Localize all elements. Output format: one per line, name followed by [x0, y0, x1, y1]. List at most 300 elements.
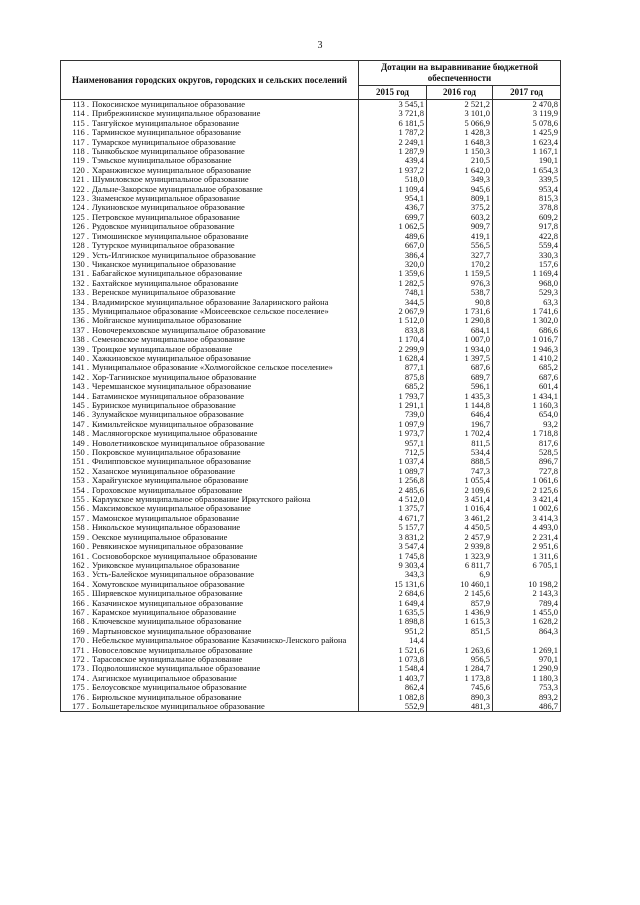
value-cell-2016: 1 435,3 [427, 392, 493, 401]
table-row [61, 636, 561, 645]
row-number: 175 . [72, 683, 89, 693]
value-cell-2016: 1 615,3 [427, 617, 493, 626]
row-name: Семеновское муниципальное образование [92, 335, 246, 345]
value-cell-2016: 747,3 [427, 467, 493, 476]
value-cell-2017: 3 119,9 [493, 109, 561, 118]
row-name: Кимильтейское муниципальное образование [92, 419, 254, 429]
row-name: Тангуйское муниципальное образование [92, 118, 240, 128]
row-name: Филипповское муниципальное образование [92, 457, 251, 467]
row-name: Троицкое муниципальное образование [92, 344, 233, 354]
row-name: Знаменское муниципальное образование [92, 194, 240, 204]
row-name-cell [61, 608, 359, 617]
row-name-cell [61, 439, 359, 448]
value-cell-2015: 1 787,2 [359, 128, 427, 137]
row-name-cell [61, 646, 359, 655]
value-cell-2015: 6 181,5 [359, 119, 427, 128]
table-row [61, 307, 561, 316]
table-row [61, 251, 561, 260]
value-cell-2016: 2 145,6 [427, 589, 493, 598]
table-row [61, 241, 561, 250]
value-cell-2016: 6 811,7 [427, 561, 493, 570]
row-name-cell [61, 269, 359, 278]
value-cell-2016: 5 066,9 [427, 119, 493, 128]
row-name-cell [61, 655, 359, 664]
row-name: Подволошинское муниципальное образование [92, 664, 261, 674]
row-number: 128 . [72, 241, 89, 251]
value-cell-2017: 1 002,6 [493, 504, 561, 513]
row-number: 154 . [72, 485, 89, 495]
value-cell-2016: 1 284,7 [427, 664, 493, 673]
table-row [61, 486, 561, 495]
value-cell-2016: 6,9 [427, 570, 493, 579]
row-number: 138 . [72, 335, 89, 345]
row-number: 140 . [72, 353, 89, 363]
value-cell-2015: 1 097,9 [359, 420, 427, 429]
row-name-cell [61, 448, 359, 457]
row-name: Петровское муниципальное образование [92, 212, 240, 222]
table-row [61, 354, 561, 363]
value-cell-2017: 654,0 [493, 410, 561, 419]
value-cell-2016: 3 451,4 [427, 495, 493, 504]
row-number: 146 . [72, 410, 89, 420]
value-cell-2017: 3 414,3 [493, 514, 561, 523]
row-name-cell [61, 636, 359, 645]
value-cell-2017: 896,7 [493, 457, 561, 466]
table-row [61, 476, 561, 485]
row-name: Шумиловское муниципальное образование [92, 175, 249, 185]
value-cell-2016: 556,5 [427, 241, 493, 250]
row-name-cell [61, 486, 359, 495]
row-number: 174 . [72, 673, 89, 683]
value-cell-2015: 436,7 [359, 203, 427, 212]
value-cell-2015: 1 628,4 [359, 354, 427, 363]
row-name: Казачинское муниципальное образование [92, 598, 244, 608]
value-cell-2016: 196,7 [427, 420, 493, 429]
row-name: Тарасовское муниципальное образование [92, 654, 243, 664]
value-cell-2017: 339,5 [493, 175, 561, 184]
row-name: Сосновоборское муниципальное образование [92, 551, 258, 561]
table-row [61, 495, 561, 504]
value-cell-2015: 1 403,7 [359, 674, 427, 683]
value-cell-2015: 685,2 [359, 382, 427, 391]
row-name: Ширяевское муниципальное образование [92, 589, 243, 599]
table-row [61, 580, 561, 589]
value-cell-2016: 10 460,1 [427, 580, 493, 589]
value-cell-2016: 1 055,4 [427, 476, 493, 485]
value-cell-2016: 945,6 [427, 185, 493, 194]
row-name: Мамонское муниципальное образование [92, 513, 240, 523]
row-number: 132 . [72, 278, 89, 288]
value-cell-2015: 712,5 [359, 448, 427, 457]
row-name: Мойганское муниципальное образование [92, 316, 242, 326]
value-cell-2016: 1 144,8 [427, 401, 493, 410]
value-cell-2015: 1 937,2 [359, 166, 427, 175]
row-number: 168 . [72, 617, 89, 627]
row-name-cell [61, 109, 359, 118]
row-name: Хазанское муниципальное образование [92, 466, 236, 476]
row-name: Тумарское муниципальное образование [92, 137, 236, 147]
row-number: 161 . [72, 551, 89, 561]
row-name-cell [61, 561, 359, 570]
row-name-cell [61, 599, 359, 608]
value-cell-2015: 518,0 [359, 175, 427, 184]
row-number: 160 . [72, 542, 89, 552]
row-number: 120 . [72, 165, 89, 175]
row-name-cell [61, 664, 359, 673]
value-cell-2017: 529,3 [493, 288, 561, 297]
value-cell-2017: 559,4 [493, 241, 561, 250]
table-row [61, 439, 561, 448]
row-number: 134 . [72, 297, 89, 307]
value-cell-2016: 1 263,6 [427, 646, 493, 655]
value-cell-2017 [493, 636, 561, 645]
value-cell-2017: 2 143,3 [493, 589, 561, 598]
row-number: 170 . [72, 636, 89, 646]
table-row [61, 260, 561, 269]
value-cell-2016: 349,3 [427, 175, 493, 184]
row-name: Рудовское муниципальное образование [92, 222, 235, 232]
row-number: 137 . [72, 325, 89, 335]
row-name-cell [61, 457, 359, 466]
value-cell-2017: 917,8 [493, 222, 561, 231]
value-cell-2017: 789,4 [493, 599, 561, 608]
value-cell-2017: 864,3 [493, 627, 561, 636]
row-number: 157 . [72, 513, 89, 523]
row-name: Веренское муниципальное образование [92, 288, 236, 298]
row-number: 124 . [72, 203, 89, 213]
row-number: 121 . [72, 175, 89, 185]
value-cell-2015: 1 037,4 [359, 457, 427, 466]
value-cell-2017: 1 061,6 [493, 476, 561, 485]
value-cell-2017: 2 231,4 [493, 533, 561, 542]
row-name-cell [61, 580, 359, 589]
table-row [61, 693, 561, 702]
value-cell-2017: 1 718,8 [493, 429, 561, 438]
value-cell-2016: 1 290,8 [427, 316, 493, 325]
table-row [61, 561, 561, 570]
table-row [61, 523, 561, 532]
value-cell-2017: 190,1 [493, 156, 561, 165]
value-cell-2016: 1 648,3 [427, 138, 493, 147]
row-name-cell [61, 354, 359, 363]
row-name: Тарминское муниципальное образование [92, 128, 241, 138]
table-body [61, 100, 561, 712]
value-cell-2015: 343,3 [359, 570, 427, 579]
row-name-cell [61, 702, 359, 712]
table-row [61, 467, 561, 476]
value-cell-2016: 1 150,3 [427, 147, 493, 156]
value-cell-2016: 646,4 [427, 410, 493, 419]
value-cell-2016: 1 436,9 [427, 608, 493, 617]
value-cell-2016: 890,3 [427, 693, 493, 702]
table-row [61, 109, 561, 118]
value-cell-2016: 687,6 [427, 363, 493, 372]
row-name-cell [61, 128, 359, 137]
value-cell-2017: 1 290,9 [493, 664, 561, 673]
value-cell-2016 [427, 636, 493, 645]
row-name-cell [61, 420, 359, 429]
value-cell-2016: 538,7 [427, 288, 493, 297]
row-name: Покосинское муниципальное образование [92, 99, 245, 109]
value-cell-2015: 1 073,8 [359, 655, 427, 664]
value-cell-2015: 877,1 [359, 363, 427, 372]
table-row [61, 203, 561, 212]
row-name-cell [61, 617, 359, 626]
row-name: Чиканское муниципальное образование [92, 259, 236, 269]
row-name-cell [61, 203, 359, 212]
value-cell-2015: 1 548,4 [359, 664, 427, 673]
value-cell-2015: 1 375,7 [359, 504, 427, 513]
value-cell-2016: 956,5 [427, 655, 493, 664]
table-row [61, 702, 561, 712]
table-row [61, 683, 561, 692]
row-name-cell [61, 410, 359, 419]
value-cell-2017: 970,1 [493, 655, 561, 664]
row-name: Батаминское муниципальное образование [92, 391, 245, 401]
value-cell-2017: 815,3 [493, 194, 561, 203]
row-name-cell [61, 119, 359, 128]
value-cell-2017: 1 302,0 [493, 316, 561, 325]
value-cell-2016: 2 109,6 [427, 486, 493, 495]
value-cell-2015: 1 170,4 [359, 335, 427, 344]
row-name-cell [61, 175, 359, 184]
value-cell-2017: 1 623,4 [493, 138, 561, 147]
value-cell-2017: 63,3 [493, 298, 561, 307]
table-row [61, 552, 561, 561]
header-name-column: Наименования городских округов, городских и сельских поселений [61, 61, 359, 100]
row-number: 176 . [72, 692, 89, 702]
value-cell-2016: 1 173,8 [427, 674, 493, 683]
value-cell-2015: 14,4 [359, 636, 427, 645]
value-cell-2017: 685,2 [493, 363, 561, 372]
row-number: 118 . [72, 147, 89, 157]
row-name: Большетарельское муниципальное образование [92, 702, 265, 711]
value-cell-2017: 817,6 [493, 439, 561, 448]
table-row [61, 533, 561, 542]
table-row [61, 335, 561, 344]
row-number: 125 . [72, 212, 89, 222]
row-name: Харанжинское муниципальное образование [92, 165, 252, 175]
value-cell-2015: 3 547,4 [359, 542, 427, 551]
row-name: Тынкобьское муниципальное образование [92, 147, 245, 157]
row-name: Оекское муниципальное образование [92, 532, 228, 542]
value-cell-2016: 1 428,3 [427, 128, 493, 137]
value-cell-2016: 90,8 [427, 298, 493, 307]
table-row [61, 664, 561, 673]
row-name: Хажкиновское муниципальное образование [92, 353, 251, 363]
row-number: 156 . [72, 504, 89, 514]
row-name-cell [61, 138, 359, 147]
value-cell-2017: 6 705,1 [493, 561, 561, 570]
value-cell-2016: 327,7 [427, 251, 493, 260]
table-row [61, 128, 561, 137]
row-number: 117 . [72, 137, 89, 147]
value-cell-2017: 727,8 [493, 467, 561, 476]
row-name-cell [61, 222, 359, 231]
row-name: Дальне-Закорское муниципальное образование [92, 184, 263, 194]
row-name: Прибрежнинское муниципальное образование [92, 109, 261, 119]
value-cell-2016: 375,2 [427, 203, 493, 212]
page-number: 3 [317, 40, 323, 51]
value-cell-2015: 9 303,4 [359, 561, 427, 570]
row-name-cell [61, 674, 359, 683]
row-name-cell [61, 251, 359, 260]
row-number: 147 . [72, 419, 89, 429]
row-name-cell [61, 345, 359, 354]
row-number: 172 . [72, 654, 89, 664]
value-cell-2015: 699,7 [359, 213, 427, 222]
row-name-cell [61, 232, 359, 241]
value-cell-2016: 976,3 [427, 279, 493, 288]
row-name-cell [61, 683, 359, 692]
row-name: Черемшанское муниципальное образование [92, 382, 252, 392]
value-cell-2016: 1 642,0 [427, 166, 493, 175]
subsidy-table [60, 60, 561, 712]
row-number: 163 . [72, 570, 89, 580]
row-number: 148 . [72, 429, 89, 439]
value-cell-2017: 486,7 [493, 702, 561, 712]
row-number: 155 . [72, 495, 89, 505]
table-row [61, 279, 561, 288]
value-cell-2017: 330,3 [493, 251, 561, 260]
row-name: Никольское муниципальное образование [92, 523, 241, 533]
table-row [61, 401, 561, 410]
value-cell-2015: 2 299,9 [359, 345, 427, 354]
table-row [61, 222, 561, 231]
value-cell-2015: 1 512,0 [359, 316, 427, 325]
row-name: Усть-Балейское муниципальное образование [92, 570, 255, 580]
value-cell-2017: 1 434,1 [493, 392, 561, 401]
value-cell-2016: 888,5 [427, 457, 493, 466]
value-cell-2015: 1 973,7 [359, 429, 427, 438]
row-name: Покровское муниципальное образование [92, 448, 241, 458]
table-row [61, 345, 561, 354]
value-cell-2016: 909,7 [427, 222, 493, 231]
row-name-cell [61, 326, 359, 335]
table-row [61, 382, 561, 391]
table-row [61, 156, 561, 165]
row-name-cell [61, 194, 359, 203]
header-year-2017: 2017 год [493, 86, 561, 100]
value-cell-2016: 2 521,2 [427, 100, 493, 110]
row-name: Буринское муниципальное образование [92, 401, 236, 410]
table-row [61, 420, 561, 429]
value-cell-2016: 811,5 [427, 439, 493, 448]
value-cell-2015: 833,8 [359, 326, 427, 335]
row-name: Максимовское муниципальное образование [92, 504, 251, 514]
value-cell-2017: 5 078,6 [493, 119, 561, 128]
row-name: Карлукское муниципальное образование Иркутского района [92, 495, 311, 505]
value-cell-2016: 1 323,9 [427, 552, 493, 561]
table-row [61, 185, 561, 194]
value-cell-2016: 851,5 [427, 627, 493, 636]
table-row [61, 288, 561, 297]
value-cell-2015: 1 793,7 [359, 392, 427, 401]
row-name-cell [61, 382, 359, 391]
value-cell-2017: 609,2 [493, 213, 561, 222]
value-cell-2015: 1 521,6 [359, 646, 427, 655]
row-name: Новоселовское муниципальное образование [92, 645, 253, 655]
table-row [61, 608, 561, 617]
value-cell-2015: 1 109,4 [359, 185, 427, 194]
value-cell-2015: 1 256,8 [359, 476, 427, 485]
value-cell-2015: 552,9 [359, 702, 427, 712]
table-row [61, 617, 561, 626]
row-number: 171 . [72, 645, 89, 655]
row-number: 119 . [72, 156, 89, 166]
row-name-cell [61, 552, 359, 561]
value-cell-2016: 210,5 [427, 156, 493, 165]
row-number: 130 . [72, 259, 89, 269]
row-name-cell [61, 166, 359, 175]
row-number: 131 . [72, 269, 89, 279]
value-cell-2015: 957,1 [359, 439, 427, 448]
value-cell-2016: 1 934,0 [427, 345, 493, 354]
row-number: 141 . [72, 363, 89, 373]
value-cell-2016: 170,2 [427, 260, 493, 269]
value-cell-2016: 596,1 [427, 382, 493, 391]
value-cell-2015: 2 684,6 [359, 589, 427, 598]
row-number: 144 . [72, 391, 89, 401]
row-number: 165 . [72, 589, 89, 599]
row-name: Бирюльское муниципальное образование [92, 692, 242, 702]
row-number: 135 . [72, 306, 89, 316]
table-row [61, 589, 561, 598]
value-cell-2015: 1 082,8 [359, 693, 427, 702]
value-cell-2017: 1 167,1 [493, 147, 561, 156]
table-row [61, 627, 561, 636]
row-number: 151 . [72, 457, 89, 467]
value-cell-2016: 689,7 [427, 373, 493, 382]
value-cell-2015: 344,5 [359, 298, 427, 307]
value-cell-2015: 15 131,6 [359, 580, 427, 589]
row-number: 122 . [72, 184, 89, 194]
row-number: 149 . [72, 438, 89, 448]
row-name: Мартыновское муниципальное образование [92, 626, 252, 636]
table-row [61, 570, 561, 579]
value-cell-2016: 2 457,9 [427, 533, 493, 542]
value-cell-2017: 1 741,6 [493, 307, 561, 316]
value-cell-2016: 1 397,5 [427, 354, 493, 363]
row-name-cell [61, 260, 359, 269]
value-cell-2015: 954,1 [359, 194, 427, 203]
value-cell-2015: 739,0 [359, 410, 427, 419]
row-number: 169 . [72, 626, 89, 636]
value-cell-2015: 951,2 [359, 627, 427, 636]
row-name: Муниципальное образование «Моисеевское сельское поселение» [92, 306, 329, 316]
row-number: 115 . [72, 118, 89, 128]
value-cell-2015: 4 512,0 [359, 495, 427, 504]
value-cell-2015: 489,6 [359, 232, 427, 241]
value-cell-2017: 953,4 [493, 185, 561, 194]
table-row [61, 542, 561, 551]
row-number: 123 . [72, 194, 89, 204]
value-cell-2017: 2 470,8 [493, 100, 561, 110]
value-cell-2015: 1 291,1 [359, 401, 427, 410]
row-name-cell [61, 147, 359, 156]
value-cell-2016: 481,3 [427, 702, 493, 712]
row-name-cell [61, 279, 359, 288]
row-number: 142 . [72, 372, 89, 382]
value-cell-2017: 93,2 [493, 420, 561, 429]
row-number: 126 . [72, 222, 89, 232]
row-number: 116 . [72, 128, 89, 138]
value-cell-2016: 1 702,4 [427, 429, 493, 438]
value-cell-2016: 857,9 [427, 599, 493, 608]
value-cell-2017: 1 180,3 [493, 674, 561, 683]
table-row [61, 298, 561, 307]
row-name: Тутурское муниципальное образование [92, 241, 235, 251]
